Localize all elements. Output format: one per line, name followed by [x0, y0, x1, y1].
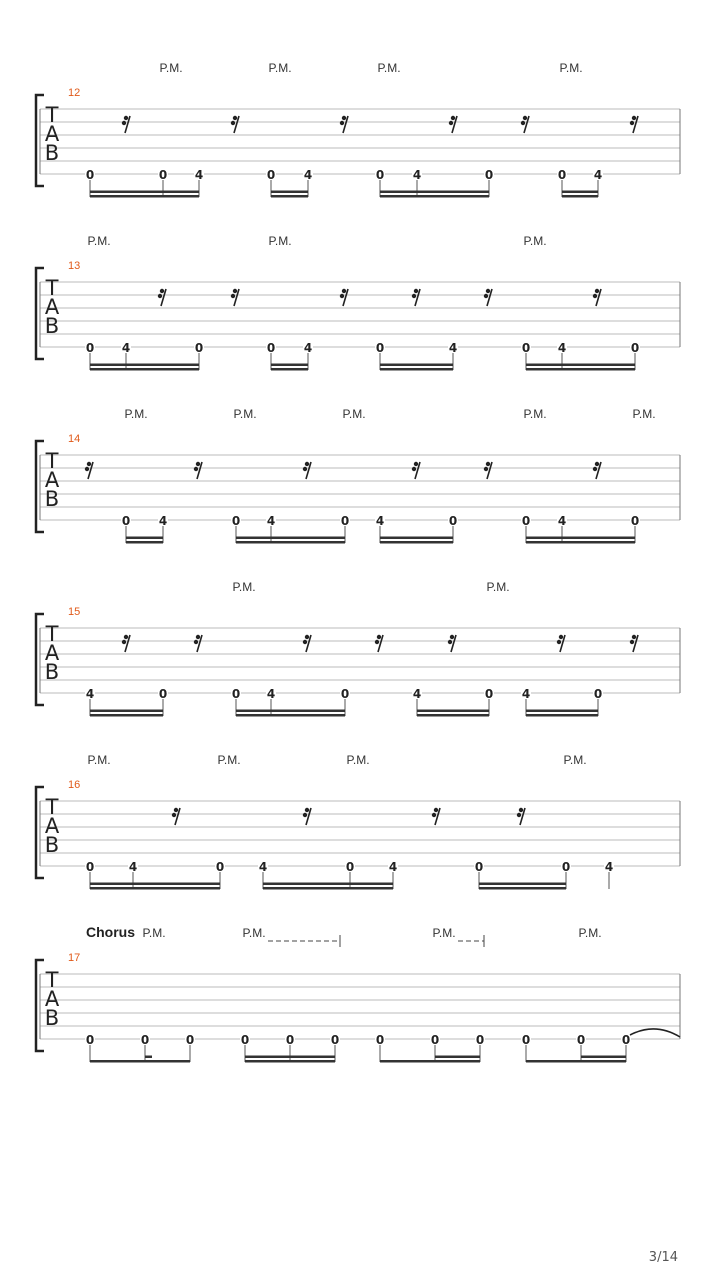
fret-number: 0: [340, 514, 350, 528]
beam-secondary: [90, 710, 163, 713]
fret-number: 0: [340, 687, 350, 701]
rest-dot: [194, 467, 198, 471]
rest-dot: [595, 289, 599, 293]
rest-dot: [632, 635, 636, 639]
rest-symbol: [517, 808, 525, 825]
fret-number: 0: [85, 341, 95, 355]
fret-number: 0: [521, 1033, 531, 1047]
rest-symbol: [158, 289, 166, 306]
rest-dot: [172, 813, 176, 817]
rest-dot: [160, 289, 164, 293]
beam-primary: [479, 887, 566, 890]
beam-primary: [263, 887, 393, 890]
tab-system-16: [36, 753, 680, 890]
beam-secondary: [145, 1056, 152, 1059]
rest-dot: [305, 462, 309, 466]
rest-dot: [342, 116, 346, 120]
palm-mute-mark: P.M.: [233, 407, 257, 421]
tab-clef-letter: T: [45, 103, 59, 127]
beam-primary: [526, 1060, 626, 1063]
rest-dot: [434, 808, 438, 812]
tab-clef-letter: T: [45, 795, 59, 819]
tab-clef-letter: B: [44, 660, 60, 684]
rest-symbol: [340, 289, 348, 306]
tab-clef-letter: A: [44, 987, 60, 1011]
beam-primary: [90, 368, 199, 371]
palm-mute-mark: P.M.: [268, 61, 292, 75]
fret-number: 0: [557, 168, 567, 182]
fret-number: 4: [303, 341, 313, 355]
rest-dot: [523, 116, 527, 120]
beam-primary: [380, 1060, 480, 1063]
tab-clef-letter: B: [44, 1006, 60, 1030]
rest-symbol: [85, 462, 93, 479]
rest-symbol: [630, 635, 638, 652]
fret-number: 0: [158, 687, 168, 701]
tie-arc: [630, 1029, 680, 1037]
rest-symbol: [172, 808, 180, 825]
palm-mute-mark: P.M.: [523, 407, 547, 421]
fret-number: 0: [474, 860, 484, 874]
palm-mute-mark: P.M.: [217, 753, 241, 767]
rest-dot: [303, 640, 307, 644]
tab-system-17: [36, 924, 680, 1063]
fret-number: 0: [561, 860, 571, 874]
beam-secondary: [126, 537, 163, 540]
palm-mute-mark: P.M.: [342, 407, 366, 421]
fret-number: 0: [330, 1033, 340, 1047]
beam-primary: [90, 887, 220, 890]
fret-number: 0: [85, 1033, 95, 1047]
palm-mute-mark: P.M.: [346, 753, 370, 767]
rest-symbol: [303, 635, 311, 652]
palm-mute-mark: P.M.: [124, 407, 148, 421]
beam-secondary: [380, 537, 453, 540]
fret-number: 4: [121, 341, 131, 355]
rest-dot: [432, 813, 436, 817]
fret-number: 0: [85, 860, 95, 874]
tab-clef-letter: A: [44, 468, 60, 492]
rest-dot: [412, 294, 416, 298]
fret-number: 4: [557, 514, 567, 528]
palm-mute-mark: P.M.: [563, 753, 587, 767]
fret-number: 4: [266, 514, 276, 528]
measure-number: 12: [68, 87, 81, 99]
rest-dot: [303, 813, 307, 817]
rest-symbol: [303, 462, 311, 479]
rest-symbol: [557, 635, 565, 652]
rest-dot: [231, 294, 235, 298]
beam-secondary: [90, 364, 199, 367]
tab-system-12: [36, 61, 680, 198]
tab-clef-letter: T: [45, 968, 59, 992]
fret-number: 0: [521, 341, 531, 355]
tab-clef-letter: A: [44, 641, 60, 665]
rest-dot: [557, 640, 561, 644]
tab-clef-letter: T: [45, 276, 59, 300]
tab-clef-letter: A: [44, 295, 60, 319]
fret-number: 0: [185, 1033, 195, 1047]
fret-number: 0: [140, 1033, 150, 1047]
rest-dot: [412, 467, 416, 471]
fret-number: 4: [521, 687, 531, 701]
fret-number: 0: [345, 860, 355, 874]
tab-clef-letter: B: [44, 487, 60, 511]
palm-mute-mark: P.M.: [232, 580, 256, 594]
fret-number: 0: [285, 1033, 295, 1047]
beam-secondary: [236, 537, 345, 540]
fret-number: 4: [412, 687, 422, 701]
tab-clef-letter: A: [44, 122, 60, 146]
fret-number: 0: [484, 687, 494, 701]
beam-secondary: [245, 1056, 335, 1059]
fret-number: 0: [231, 687, 241, 701]
rest-symbol: [412, 462, 420, 479]
rest-dot: [303, 467, 307, 471]
rest-dot: [196, 462, 200, 466]
rest-dot: [233, 116, 237, 120]
beam-secondary: [479, 883, 566, 886]
palm-mute-mark: P.M.: [432, 926, 456, 940]
beam-primary: [417, 714, 489, 717]
beam-primary: [526, 714, 598, 717]
rest-dot: [630, 640, 634, 644]
rest-dot: [517, 813, 521, 817]
rest-dot: [484, 467, 488, 471]
rest-symbol: [231, 289, 239, 306]
rest-symbol: [432, 808, 440, 825]
rest-dot: [231, 121, 235, 125]
rest-dot: [486, 462, 490, 466]
rest-symbol: [593, 462, 601, 479]
fret-number: 0: [475, 1033, 485, 1047]
rest-dot: [124, 116, 128, 120]
rest-dot: [233, 289, 237, 293]
rest-symbol: [340, 116, 348, 133]
fret-number: 4: [388, 860, 398, 874]
fret-number: 4: [412, 168, 422, 182]
fret-number: 0: [194, 341, 204, 355]
rest-symbol: [521, 116, 529, 133]
tab-system-13: [36, 234, 680, 371]
beam-primary: [380, 368, 453, 371]
fret-number: 4: [266, 687, 276, 701]
beam-secondary: [526, 364, 635, 367]
rest-dot: [632, 116, 636, 120]
beam-secondary: [236, 710, 345, 713]
rest-dot: [451, 116, 455, 120]
rest-dot: [158, 294, 162, 298]
rest-symbol: [122, 116, 130, 133]
rest-dot: [486, 289, 490, 293]
rest-symbol: [375, 635, 383, 652]
fret-number: 4: [303, 168, 313, 182]
fret-number: 0: [484, 168, 494, 182]
beam-secondary: [435, 1056, 480, 1059]
rest-dot: [449, 121, 453, 125]
rest-symbol: [448, 635, 456, 652]
tab-clef-letter: T: [45, 449, 59, 473]
palm-mute-mark: P.M.: [377, 61, 401, 75]
tab-clef-letter: B: [44, 314, 60, 338]
fret-number: 0: [215, 860, 225, 874]
rest-dot: [630, 121, 634, 125]
palm-mute-mark: P.M.: [159, 61, 183, 75]
fret-number: 4: [128, 860, 138, 874]
rest-dot: [414, 462, 418, 466]
rest-dot: [122, 121, 126, 125]
palm-mute-mark: P.M.: [486, 580, 510, 594]
palm-mute-mark: P.M.: [87, 234, 111, 248]
palm-mute-mark: P.M.: [87, 753, 111, 767]
measure-number: 15: [68, 606, 81, 618]
beam-primary: [90, 195, 199, 198]
rest-dot: [305, 635, 309, 639]
rest-symbol: [194, 462, 202, 479]
rest-dot: [593, 467, 597, 471]
rest-dot: [519, 808, 523, 812]
fret-number: 4: [593, 168, 603, 182]
rest-dot: [340, 121, 344, 125]
fret-number: 0: [630, 341, 640, 355]
rest-dot: [124, 635, 128, 639]
fret-number: 4: [557, 341, 567, 355]
fret-number: 4: [604, 860, 614, 874]
rest-symbol: [484, 289, 492, 306]
rest-dot: [559, 635, 563, 639]
beam-primary: [90, 1060, 190, 1063]
rest-symbol: [412, 289, 420, 306]
beam-secondary: [581, 1056, 626, 1059]
beam-primary: [126, 541, 163, 544]
beam-primary: [526, 368, 635, 371]
rest-dot: [196, 635, 200, 639]
beam-secondary: [271, 191, 308, 194]
fret-number: 4: [85, 687, 95, 701]
rest-dot: [484, 294, 488, 298]
fret-number: 0: [430, 1033, 440, 1047]
rest-dot: [593, 294, 597, 298]
rest-symbol: [630, 116, 638, 133]
beam-secondary: [90, 883, 220, 886]
fret-number: 0: [521, 514, 531, 528]
fret-number: 0: [576, 1033, 586, 1047]
tab-system-15: [36, 580, 680, 717]
fret-number: 4: [448, 341, 458, 355]
tab-system-14: [36, 407, 680, 544]
beam-secondary: [90, 191, 199, 194]
beam-secondary: [271, 364, 308, 367]
beam-secondary: [380, 191, 489, 194]
rest-dot: [85, 467, 89, 471]
tab-clef-letter: A: [44, 814, 60, 838]
fret-number: 4: [158, 514, 168, 528]
palm-mute-mark: P.M.: [242, 926, 266, 940]
rest-dot: [87, 462, 91, 466]
beam-primary: [526, 541, 635, 544]
fret-number: 0: [621, 1033, 631, 1047]
rest-symbol: [593, 289, 601, 306]
rest-dot: [305, 808, 309, 812]
section-label: Chorus: [86, 924, 135, 940]
tab-clef-letter: B: [44, 833, 60, 857]
tab-clef-letter: B: [44, 141, 60, 165]
rest-symbol: [484, 462, 492, 479]
beam-primary: [271, 195, 308, 198]
tab-clef-letter: T: [45, 622, 59, 646]
fret-number: 0: [266, 341, 276, 355]
fret-number: 0: [375, 168, 385, 182]
measure-number: 13: [68, 260, 81, 272]
fret-number: 0: [630, 514, 640, 528]
beam-secondary: [526, 710, 598, 713]
fret-number: 0: [121, 514, 131, 528]
beam-secondary: [526, 537, 635, 540]
beam-primary: [236, 541, 345, 544]
fret-number: 0: [240, 1033, 250, 1047]
beam-secondary: [380, 364, 453, 367]
rest-dot: [448, 640, 452, 644]
measure-number: 14: [68, 433, 81, 445]
fret-number: 0: [448, 514, 458, 528]
measure-number: 16: [68, 779, 81, 791]
rest-dot: [122, 640, 126, 644]
fret-number: 0: [593, 687, 603, 701]
rest-dot: [340, 294, 344, 298]
fret-number: 0: [375, 1033, 385, 1047]
palm-mute-mark: P.M.: [578, 926, 602, 940]
rest-dot: [194, 640, 198, 644]
palm-mute-mark: P.M.: [632, 407, 656, 421]
fret-number: 4: [375, 514, 385, 528]
palm-mute-mark: P.M.: [268, 234, 292, 248]
page-number: 3/14: [648, 1250, 678, 1265]
rest-symbol: [303, 808, 311, 825]
rest-dot: [174, 808, 178, 812]
fret-number: 0: [85, 168, 95, 182]
beam-primary: [90, 714, 163, 717]
palm-mute-mark: P.M.: [559, 61, 583, 75]
fret-number: 0: [375, 341, 385, 355]
rest-dot: [414, 289, 418, 293]
rest-symbol: [122, 635, 130, 652]
rest-dot: [342, 289, 346, 293]
fret-number: 0: [158, 168, 168, 182]
rest-dot: [595, 462, 599, 466]
rest-dot: [375, 640, 379, 644]
rest-symbol: [194, 635, 202, 652]
rest-dot: [377, 635, 381, 639]
rest-dot: [450, 635, 454, 639]
fret-number: 0: [266, 168, 276, 182]
beam-secondary: [263, 883, 393, 886]
beam-primary: [380, 541, 453, 544]
beam-primary: [562, 195, 598, 198]
fret-number: 4: [258, 860, 268, 874]
beam-primary: [271, 368, 308, 371]
beam-secondary: [417, 710, 489, 713]
beam-primary: [245, 1060, 335, 1063]
beam-secondary: [562, 191, 598, 194]
rest-symbol: [449, 116, 457, 133]
beam-primary: [236, 714, 345, 717]
rest-symbol: [231, 116, 239, 133]
fret-number: 4: [194, 168, 204, 182]
rest-dot: [521, 121, 525, 125]
fret-number: 0: [231, 514, 241, 528]
measure-number: 17: [68, 952, 81, 964]
palm-mute-mark: P.M.: [142, 926, 166, 940]
palm-mute-mark: P.M.: [523, 234, 547, 248]
beam-primary: [380, 195, 489, 198]
